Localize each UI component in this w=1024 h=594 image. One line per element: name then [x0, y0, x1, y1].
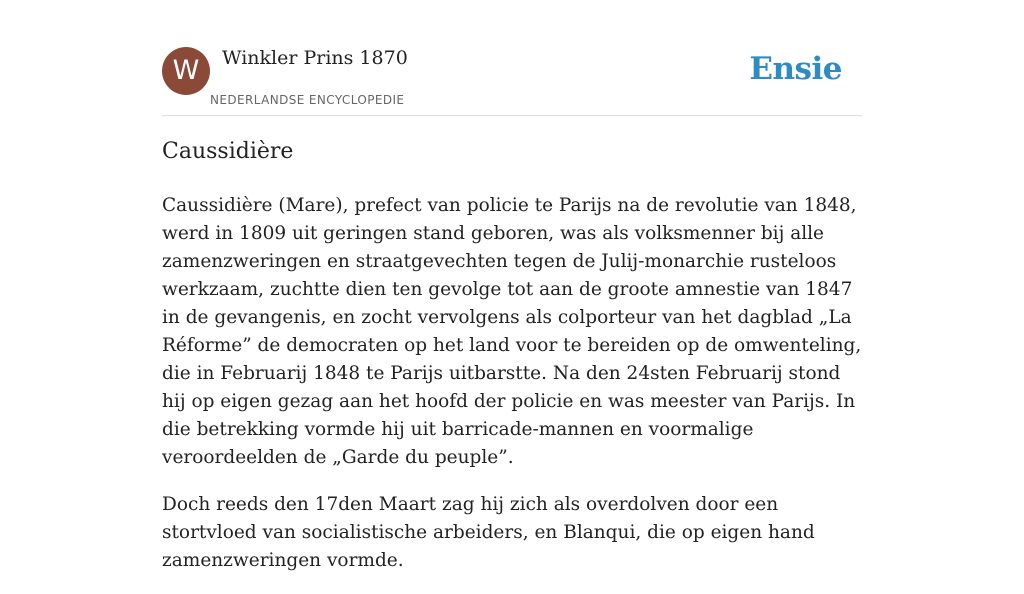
article-title: Caussidière [162, 139, 294, 164]
article-paragraph: Doch reeds den 17den Maart zag hij zich als overdolven door een stortvloed van socialistische arbeiders, en Blanqui, die op eigen hand zamenzweringen vormde. [162, 494, 815, 571]
source-subtitle: NEDERLANDSE ENCYCLOPEDIE [210, 93, 405, 107]
article-body [162, 192, 862, 594]
source-title-link[interactable]: Winkler Prins 1870 [222, 47, 408, 69]
header-divider [162, 115, 862, 116]
ensie-logo-link[interactable]: Ensie [749, 51, 842, 87]
source-avatar[interactable]: W [162, 47, 210, 95]
article-paragraph: Caussidière (Mare), prefect van policie te Parijs na de revolutie van 1848, werd in 1809 uit geringen stand geboren, was als volksmenner bij alle zamenzweringen en straatgevechten tegen de Julij-monarchie rusteloos werkzaam, zuchtte dien ten gevolge tot aan de groote amnestie van 1847 in de gevangenis, en zocht vervolgens als colporteur van het dagblad „La Réforme” de democraten op het land voor te bereiden op de omwenteling, die in Februarij 1848 te Parijs uitbarstte. Na den 24sten Februarij stond hij op eigen gezag aan het hoofd der policie en was meester van Parijs. In die betrekking vormde hij uit barricade-mannen en voormalige veroordeelden de „Garde du peuple”. [162, 195, 862, 468]
source-header [162, 46, 862, 116]
